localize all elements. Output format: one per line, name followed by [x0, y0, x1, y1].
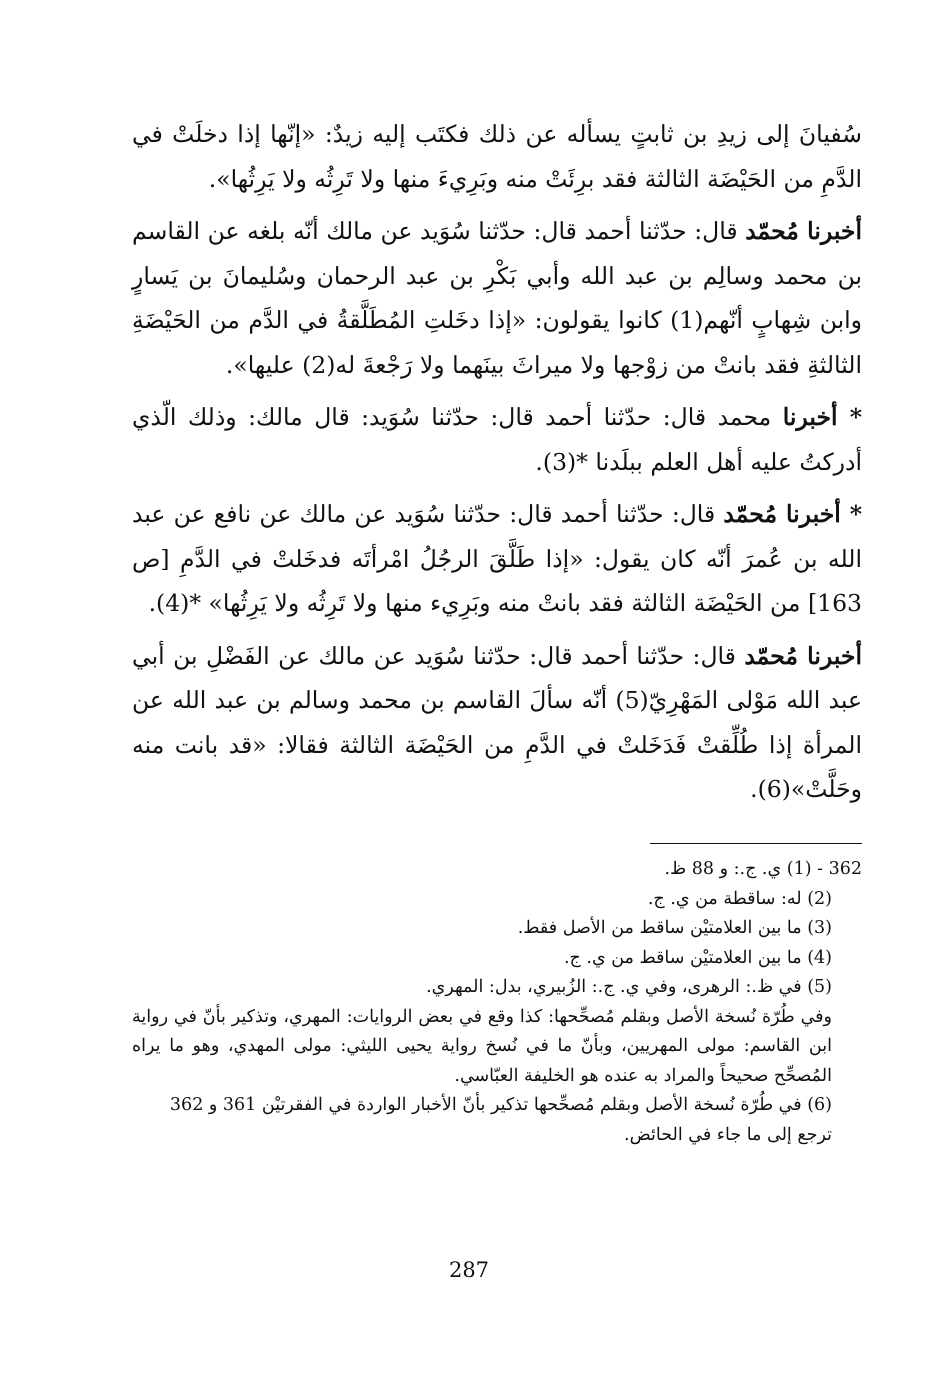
paragraph-5 — [132, 634, 862, 812]
footnotes — [132, 855, 862, 1150]
paragraph-4 — [132, 492, 862, 626]
paragraph-lead: أخبرنا مُحمّد — [744, 641, 862, 670]
footnote-separator — [650, 843, 862, 844]
paragraph-text: سُفيانَ إلى زيدِ بن ثابتٍ يسأله عن ذلك فكتَب إليه زيدٌ: «إنّها إذا دخلَتْ في الدَّمِ من الحَيْضَة الثالثة فقد برِئَتْ منه وبَرِيءَ منها ولا تَرِثُه ولا يَرِثُها». — [132, 120, 862, 193]
paragraph-1 — [132, 112, 862, 201]
page-number: 287 — [448, 1258, 490, 1282]
footnote: (3) ما بين العلامتيْن ساقط من الأصل فقط. — [517, 918, 832, 938]
footnote-continuation: وفي طُرّة نُسخة الأصل وبقلم مُصحِّحها: كذا وقع في بعض الروايات: المهري، وتذكير بأنّ في رواية ابن القاسم: مولى المهريين، وبأنّ ما في نُسخ رواية يحيى الليثي: مولى المهدي، وهو ما يراه المُصحِّح صحيحاً والمراد به عنده هو الخليفة العبّاسي. — [132, 1006, 832, 1086]
paragraph-lead: أخبرنا مُحمّد — [745, 217, 862, 245]
paragraph-lead: * أخبرنا — [782, 403, 862, 431]
footnote: (5) في ظ.: الرهرى، وفي ي. ج.: الزُبيري، بدل: المهري. — [426, 977, 832, 997]
paragraph-2 — [132, 209, 862, 387]
paragraph-text: قال: حدّثنا أحمد قال: حدّثنا سُوَيد عن مالك أنّه بلغه عن القاسم بن محمد وسالِم بن عبد الله وأبي بَكْرِ بن عبد الرحمان وسُليمانَ بن يَسارٍ وابن شِهابٍ أنّهم(1) كانوا يقولون: «إذا دخَلتِ المُطَلَّقةُ في الدَّم من الحَيْضَةِ الثالثةِ فقد بانتْ من زوْجها ولا ميراثَ بينَهما ولا رَجْعةَ له(2) عليها». — [132, 217, 862, 379]
main-text — [132, 112, 862, 820]
footnote: 362 - (1) ي. ج.: و 88 ظ. — [664, 859, 862, 879]
footnote: (6) في طُرّة نُسخة الأصل وبقلم مُصحِّحها تذكير بأنّ الأخبار الواردة في الفقرتيْن 361 و 362 ترجع إلى ما جاء في الحائض. — [169, 1095, 832, 1145]
footnote: (4) ما بين العلامتيْن ساقط من ي. ج. — [563, 947, 832, 968]
paragraph-text: قال: حدّثنا أحمد قال: حدّثنا سُوَيد عن مالك عن نافع عن عبد الله بن عُمرَ أنّه كان يقول: «إذا طَلَّقَ الرجُلُ امْرأتَه فدخَلتْ في الدَّمِ [ص 163] من الحَيْضَة الثالثة فقد بانتْ منه وبَرِيء منها ولا تَرِثُه ولا يَرِثُها» *(4). — [132, 500, 862, 617]
paragraph-text: قال: حدّثنا أحمد قال: حدّثنا سُوَيد عن مالك عن الفَضْلِ بن أبي عبد الله مَوْلى المَهْرِيّ(5) أنّه سألَ القاسم بن محمد وسالم بن عبد الله عن المرأة إذا طُلِّقتْ فَدَخَلتْ في الدَّمِ من الحَيْضَة الثالثة فقالا: «قد بانت منه وحَلَّتْ»(6). — [132, 641, 862, 803]
paragraph-3 — [132, 395, 862, 484]
paragraph-lead: * أخبرنا مُحمّد — [723, 500, 862, 528]
paragraph-text: محمد قال: حدّثنا أحمد قال: حدّثنا سُوَيد: قال مالك: وذلك الّذي أدركتُ عليه أهل العلم ببلَدنا *(3). — [132, 403, 862, 476]
footnote: (2) له: ساقطة من ي. ج. — [647, 888, 832, 909]
